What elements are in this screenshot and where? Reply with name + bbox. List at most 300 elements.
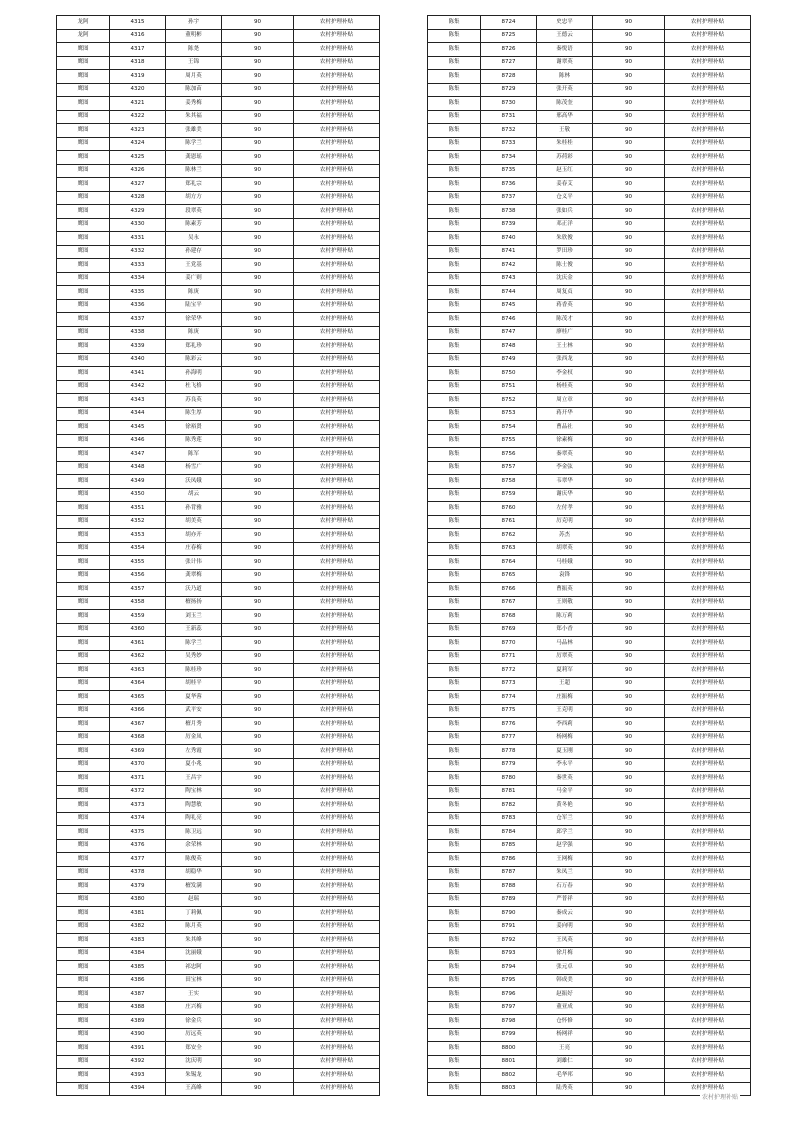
name-cell: 王高峰: [166, 1082, 222, 1096]
amount-cell: 90: [593, 137, 665, 151]
subsidy-type-cell: 农村护理补贴: [294, 124, 380, 138]
subsidy-type-cell: 农村护理补贴: [294, 29, 380, 43]
table-row: [428, 826, 751, 840]
table-row: [428, 367, 751, 381]
serial-number-cell: 4317: [110, 43, 166, 57]
name-cell: 周立章: [537, 394, 593, 408]
serial-number-cell: 8777: [481, 731, 537, 745]
table-row: [57, 488, 380, 502]
serial-number-cell: 8771: [481, 650, 537, 664]
amount-cell: 90: [222, 97, 294, 111]
area-cell: 鹰图: [57, 191, 110, 205]
area-cell: 陈集: [428, 245, 481, 259]
name-cell: 郑礼宗: [166, 178, 222, 192]
name-cell: 周月英: [166, 70, 222, 84]
amount-cell: 90: [222, 29, 294, 43]
area-cell: 鹰图: [57, 488, 110, 502]
serial-number-cell: 4378: [110, 866, 166, 880]
subsidy-type-cell: 农村护理补贴: [665, 988, 751, 1002]
subsidy-type-cell: 农村护理补贴: [665, 731, 751, 745]
amount-cell: 90: [222, 839, 294, 853]
serial-number-cell: 4368: [110, 731, 166, 745]
amount-cell: 90: [593, 70, 665, 84]
table-row: [428, 799, 751, 813]
serial-number-cell: 8734: [481, 151, 537, 165]
name-cell: 周复贞: [537, 286, 593, 300]
table-row: [428, 502, 751, 516]
serial-number-cell: 8753: [481, 407, 537, 421]
name-cell: 仓义平: [537, 191, 593, 205]
name-cell: 王锦: [166, 56, 222, 70]
area-cell: 鹰图: [57, 610, 110, 624]
amount-cell: 90: [222, 164, 294, 178]
name-cell: 檀发满: [166, 880, 222, 894]
area-cell: 鹰图: [57, 731, 110, 745]
area-cell: 鹰图: [57, 56, 110, 70]
area-cell: 鹰图: [57, 286, 110, 300]
name-cell: 陈素芳: [166, 218, 222, 232]
amount-cell: 90: [593, 83, 665, 97]
table-row: [57, 97, 380, 111]
table-row: [57, 29, 380, 43]
subsidy-type-cell: 农村护理补贴: [294, 502, 380, 516]
name-cell: 马金平: [537, 785, 593, 799]
table-row: [428, 299, 751, 313]
table-row: [428, 772, 751, 786]
table-row: [57, 947, 380, 961]
amount-cell: 90: [222, 934, 294, 948]
name-cell: 韦翠华: [537, 475, 593, 489]
serial-number-cell: 8739: [481, 218, 537, 232]
amount-cell: 90: [222, 286, 294, 300]
name-cell: 夏玉刚: [537, 745, 593, 759]
area-cell: 陈集: [428, 286, 481, 300]
serial-number-cell: 8756: [481, 448, 537, 462]
serial-number-cell: 8790: [481, 907, 537, 921]
subsidy-type-cell: 农村护理补贴: [665, 623, 751, 637]
serial-number-cell: 8789: [481, 893, 537, 907]
subsidy-type-cell: 农村护理补贴: [665, 97, 751, 111]
amount-cell: 90: [222, 394, 294, 408]
serial-number-cell: 4332: [110, 245, 166, 259]
serial-number-cell: 4330: [110, 218, 166, 232]
table-row: [57, 461, 380, 475]
amount-cell: 90: [222, 110, 294, 124]
subsidy-type-cell: 农村护理补贴: [665, 799, 751, 813]
table-row: [428, 637, 751, 651]
serial-number-cell: 8781: [481, 785, 537, 799]
table-row: [428, 664, 751, 678]
table-row: [428, 893, 751, 907]
amount-cell: 90: [222, 704, 294, 718]
name-cell: 王则敬: [537, 596, 593, 610]
table-row: [57, 475, 380, 489]
area-cell: 陈集: [428, 745, 481, 759]
table-row: [428, 1055, 751, 1069]
subsidy-type-cell: 农村护理补贴: [294, 569, 380, 583]
name-cell: 徐荣华: [166, 313, 222, 327]
subsidy-type-cell: 农村护理补贴: [294, 272, 380, 286]
serial-number-cell: 4364: [110, 677, 166, 691]
name-cell: 龚翠梅: [166, 569, 222, 583]
amount-cell: 90: [222, 502, 294, 516]
name-cell: 陈军: [166, 448, 222, 462]
amount-cell: 90: [222, 367, 294, 381]
serial-number-cell: 4329: [110, 205, 166, 219]
subsidy-type-cell: 农村护理补贴: [665, 380, 751, 394]
area-cell: 鹰图: [57, 1042, 110, 1056]
area-cell: 鹰图: [57, 826, 110, 840]
serial-number-cell: 4363: [110, 664, 166, 678]
subsidy-type-cell: 农村护理补贴: [294, 1082, 380, 1096]
serial-number-cell: 4394: [110, 1082, 166, 1096]
name-cell: 仓军兰: [537, 812, 593, 826]
subsidy-type-cell: 农村护理补贴: [665, 907, 751, 921]
area-cell: 陈集: [428, 880, 481, 894]
area-cell: 陈集: [428, 1001, 481, 1015]
area-cell: 鹰图: [57, 515, 110, 529]
serial-number-cell: 4349: [110, 475, 166, 489]
watermark: 农村护理补贴: [701, 1094, 738, 1101]
amount-cell: 90: [222, 650, 294, 664]
table-row: [428, 340, 751, 354]
serial-number-cell: 4382: [110, 920, 166, 934]
serial-number-cell: 8738: [481, 205, 537, 219]
name-cell: 武平安: [166, 704, 222, 718]
subsidy-type-cell: 农村护理补贴: [294, 232, 380, 246]
name-cell: 吴秀妙: [166, 650, 222, 664]
subsidy-type-cell: 农村护理补贴: [665, 866, 751, 880]
table-row: [57, 178, 380, 192]
serial-number-cell: 4315: [110, 16, 166, 30]
name-cell: 姜向明: [537, 920, 593, 934]
area-cell: 鹰图: [57, 1069, 110, 1083]
table-row: [428, 745, 751, 759]
subsidy-type-cell: 农村护理补贴: [665, 853, 751, 867]
serial-number-cell: 4376: [110, 839, 166, 853]
area-cell: 陈集: [428, 677, 481, 691]
subsidy-type-cell: 农村护理补贴: [665, 137, 751, 151]
area-cell: 鹰图: [57, 988, 110, 1002]
subsidy-type-cell: 农村护理补贴: [665, 191, 751, 205]
name-cell: 苏荷彩: [537, 151, 593, 165]
subsidy-type-cell: 农村护理补贴: [665, 515, 751, 529]
serial-number-cell: 4361: [110, 637, 166, 651]
amount-cell: 90: [222, 205, 294, 219]
table-row: [428, 907, 751, 921]
name-cell: 徐裕贤: [166, 421, 222, 435]
serial-number-cell: 4359: [110, 610, 166, 624]
table-row: [57, 43, 380, 57]
name-cell: 廖桂广: [537, 326, 593, 340]
serial-number-cell: 4362: [110, 650, 166, 664]
subsidy-type-cell: 农村护理补贴: [665, 1028, 751, 1042]
subsidy-type-cell: 农村护理补贴: [665, 1042, 751, 1056]
name-cell: 石万春: [537, 880, 593, 894]
subsidy-type-cell: 农村护理补贴: [665, 110, 751, 124]
name-cell: 陈庚: [166, 326, 222, 340]
subsidy-type-cell: 农村护理补贴: [294, 1001, 380, 1015]
name-cell: 郑礼珍: [166, 340, 222, 354]
area-cell: 陈集: [428, 380, 481, 394]
right-subsidy-table: [427, 15, 751, 1096]
subsidy-type-cell: 农村护理补贴: [665, 407, 751, 421]
name-cell: 陆秀英: [537, 1082, 593, 1096]
area-cell: 陈集: [428, 637, 481, 651]
serial-number-cell: 4370: [110, 758, 166, 772]
amount-cell: 90: [593, 124, 665, 138]
area-cell: 陈集: [428, 758, 481, 772]
table-row: [57, 421, 380, 435]
area-cell: 鹰图: [57, 664, 110, 678]
name-cell: 赵学强: [537, 839, 593, 853]
area-cell: 鹰图: [57, 178, 110, 192]
name-cell: 李金弦: [537, 461, 593, 475]
subsidy-type-cell: 农村护理补贴: [294, 475, 380, 489]
table-row: [428, 191, 751, 205]
table-row: [57, 893, 380, 907]
area-cell: 陈集: [428, 556, 481, 570]
subsidy-type-cell: 农村护理补贴: [294, 596, 380, 610]
table-row: [57, 718, 380, 732]
table-row: [428, 488, 751, 502]
amount-cell: 90: [593, 785, 665, 799]
name-cell: 赵瑞: [166, 893, 222, 907]
subsidy-type-cell: 农村护理补贴: [294, 178, 380, 192]
area-cell: 鹰图: [57, 299, 110, 313]
serial-number-cell: 4380: [110, 893, 166, 907]
area-cell: 鹰图: [57, 124, 110, 138]
name-cell: 王士林: [537, 340, 593, 354]
amount-cell: 90: [593, 893, 665, 907]
table-row: [57, 151, 380, 165]
name-cell: 陶慧敏: [166, 799, 222, 813]
subsidy-type-cell: 农村护理补贴: [294, 866, 380, 880]
name-cell: 李永平: [537, 758, 593, 772]
table-row: [428, 677, 751, 691]
name-cell: 姜春艾: [537, 178, 593, 192]
table-row: [57, 313, 380, 327]
subsidy-type-cell: 农村护理补贴: [665, 650, 751, 664]
amount-cell: 90: [593, 934, 665, 948]
area-cell: 鹰图: [57, 812, 110, 826]
serial-number-cell: 4336: [110, 299, 166, 313]
area-cell: 陈集: [428, 718, 481, 732]
table-row: [428, 380, 751, 394]
amount-cell: 90: [222, 880, 294, 894]
serial-number-cell: 8769: [481, 623, 537, 637]
subsidy-type-cell: 农村护理补贴: [294, 205, 380, 219]
amount-cell: 90: [222, 947, 294, 961]
name-cell: 杨雪广: [166, 461, 222, 475]
name-cell: 丁莉佩: [166, 907, 222, 921]
serial-number-cell: 8767: [481, 596, 537, 610]
area-cell: 陈集: [428, 853, 481, 867]
area-cell: 陈集: [428, 178, 481, 192]
serial-number-cell: 8765: [481, 569, 537, 583]
area-cell: 陈集: [428, 488, 481, 502]
amount-cell: 90: [222, 974, 294, 988]
area-cell: 鹰图: [57, 650, 110, 664]
subsidy-type-cell: 农村护理补贴: [294, 70, 380, 84]
subsidy-type-cell: 农村护理补贴: [665, 812, 751, 826]
amount-cell: 90: [593, 583, 665, 597]
table-row: [57, 961, 380, 975]
name-cell: 秦悦语: [537, 43, 593, 57]
amount-cell: 90: [222, 56, 294, 70]
area-cell: 陈集: [428, 610, 481, 624]
name-cell: 陈尧: [166, 43, 222, 57]
serial-number-cell: 8776: [481, 718, 537, 732]
area-cell: 鹰图: [57, 947, 110, 961]
table-row: [57, 623, 380, 637]
amount-cell: 90: [593, 448, 665, 462]
amount-cell: 90: [593, 421, 665, 435]
name-cell: 王敬: [537, 124, 593, 138]
serial-number-cell: 4357: [110, 583, 166, 597]
serial-number-cell: 8795: [481, 974, 537, 988]
subsidy-type-cell: 农村护理补贴: [665, 920, 751, 934]
table-row: [57, 272, 380, 286]
area-cell: 鹰图: [57, 1055, 110, 1069]
subsidy-type-cell: 农村护理补贴: [294, 907, 380, 921]
name-cell: 沈丽娥: [166, 947, 222, 961]
subsidy-type-cell: 农村护理补贴: [294, 691, 380, 705]
table-row: [428, 988, 751, 1002]
area-cell: 陈集: [428, 893, 481, 907]
subsidy-type-cell: 农村护理补贴: [294, 583, 380, 597]
amount-cell: 90: [593, 623, 665, 637]
table-row: [428, 515, 751, 529]
table-row: [57, 610, 380, 624]
subsidy-type-cell: 农村护理补贴: [665, 448, 751, 462]
subsidy-type-cell: 农村护理补贴: [294, 542, 380, 556]
amount-cell: 90: [593, 259, 665, 273]
amount-cell: 90: [222, 529, 294, 543]
area-cell: 陈集: [428, 407, 481, 421]
serial-number-cell: 8780: [481, 772, 537, 786]
amount-cell: 90: [222, 1001, 294, 1015]
subsidy-type-cell: 农村护理补贴: [294, 961, 380, 975]
subsidy-type-cell: 农村护理补贴: [665, 569, 751, 583]
table-row: [57, 259, 380, 273]
area-cell: 鹰图: [57, 380, 110, 394]
serial-number-cell: 8729: [481, 83, 537, 97]
serial-number-cell: 4318: [110, 56, 166, 70]
serial-number-cell: 4385: [110, 961, 166, 975]
area-cell: 陈集: [428, 448, 481, 462]
name-cell: 杨网梅: [537, 731, 593, 745]
amount-cell: 90: [222, 178, 294, 192]
serial-number-cell: 8770: [481, 637, 537, 651]
subsidy-type-cell: 农村护理补贴: [665, 718, 751, 732]
subsidy-type-cell: 农村护理补贴: [665, 745, 751, 759]
area-cell: 鹰图: [57, 569, 110, 583]
serial-number-cell: 8733: [481, 137, 537, 151]
table-row: [57, 826, 380, 840]
subsidy-type-cell: 农村护理补贴: [665, 313, 751, 327]
table-row: [428, 151, 751, 165]
serial-number-cell: 8774: [481, 691, 537, 705]
subsidy-type-cell: 农村护理补贴: [665, 758, 751, 772]
amount-cell: 90: [222, 151, 294, 165]
table-row: [428, 205, 751, 219]
subsidy-type-cell: 农村护理补贴: [665, 83, 751, 97]
subsidy-type-cell: 农村护理补贴: [665, 340, 751, 354]
table-row: [428, 245, 751, 259]
name-cell: 龚恩瑶: [166, 151, 222, 165]
amount-cell: 90: [593, 880, 665, 894]
subsidy-type-cell: 农村护理补贴: [665, 245, 751, 259]
name-cell: 徐金兵: [166, 1015, 222, 1029]
subsidy-type-cell: 农村护理补贴: [665, 839, 751, 853]
area-cell: 鹰图: [57, 502, 110, 516]
table-row: [428, 691, 751, 705]
table-row: [57, 502, 380, 516]
serial-number-cell: 4358: [110, 596, 166, 610]
area-cell: 陈集: [428, 326, 481, 340]
table-row: [428, 650, 751, 664]
serial-number-cell: 4319: [110, 70, 166, 84]
area-cell: 陈集: [428, 1042, 481, 1056]
area-cell: 鹰图: [57, 434, 110, 448]
name-cell: 吴永: [166, 232, 222, 246]
serial-number-cell: 8797: [481, 1001, 537, 1015]
subsidy-type-cell: 农村护理补贴: [294, 218, 380, 232]
name-cell: 陈月英: [166, 920, 222, 934]
subsidy-type-cell: 农村护理补贴: [665, 785, 751, 799]
serial-number-cell: 8744: [481, 286, 537, 300]
table-row: [57, 785, 380, 799]
table-row: [57, 245, 380, 259]
amount-cell: 90: [222, 799, 294, 813]
amount-cell: 90: [222, 691, 294, 705]
table-row: [57, 394, 380, 408]
table-row: [428, 623, 751, 637]
serial-number-cell: 4373: [110, 799, 166, 813]
amount-cell: 90: [222, 677, 294, 691]
name-cell: 陈茂奎: [537, 97, 593, 111]
amount-cell: 90: [593, 353, 665, 367]
area-cell: 陈集: [428, 124, 481, 138]
serial-number-cell: 4342: [110, 380, 166, 394]
table-row: [428, 812, 751, 826]
name-cell: 陈桂珍: [166, 664, 222, 678]
serial-number-cell: 4348: [110, 461, 166, 475]
serial-number-cell: 8754: [481, 421, 537, 435]
area-cell: 鹰图: [57, 1001, 110, 1015]
area-cell: 陈集: [428, 232, 481, 246]
serial-number-cell: 4371: [110, 772, 166, 786]
table-row: [428, 461, 751, 475]
subsidy-type-cell: 农村护理补贴: [665, 299, 751, 313]
table-row: [428, 434, 751, 448]
amount-cell: 90: [593, 515, 665, 529]
table-row: [57, 583, 380, 597]
subsidy-type-cell: 农村护理补贴: [665, 691, 751, 705]
subsidy-type-cell: 农村护理补贴: [294, 137, 380, 151]
amount-cell: 90: [593, 988, 665, 1002]
name-cell: 史忠平: [537, 16, 593, 30]
area-cell: 陈集: [428, 43, 481, 57]
name-cell: 檀扬扬: [166, 596, 222, 610]
name-cell: 徐素梅: [537, 434, 593, 448]
serial-number-cell: 4344: [110, 407, 166, 421]
subsidy-type-cell: 农村护理补贴: [294, 1028, 380, 1042]
serial-number-cell: 4340: [110, 353, 166, 367]
amount-cell: 90: [222, 1069, 294, 1083]
amount-cell: 90: [593, 1001, 665, 1015]
